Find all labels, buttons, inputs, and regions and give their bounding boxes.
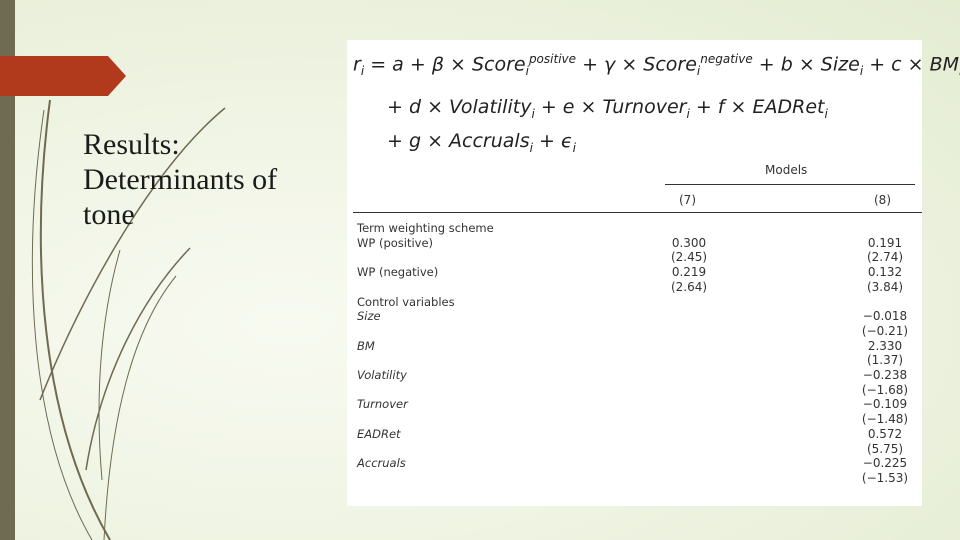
row-label: Size xyxy=(357,309,381,324)
row-label: Accruals xyxy=(357,456,406,471)
row-label: WP (positive) xyxy=(357,235,434,250)
cell-model-8: 0.132 xyxy=(867,265,903,280)
row-label: WP (negative) xyxy=(357,265,439,280)
equation-line-2: + d × Volatility$_i$ + e × Turnover$_i$ + f × EADRet$_i$ xyxy=(387,96,828,121)
cell-model-8: 0.572 xyxy=(867,426,903,441)
header-rule xyxy=(353,212,922,213)
cell-model-8: (−0.21) xyxy=(861,323,909,338)
decorative-swoosh-lines xyxy=(0,0,330,540)
column-header-8: (8) xyxy=(874,193,891,207)
cell-model-7: (2.64) xyxy=(670,279,708,294)
models-rule xyxy=(665,184,915,185)
row-label: Term weighting scheme xyxy=(357,221,494,235)
title-line-2: Determinants of xyxy=(83,163,278,196)
models-header: Models xyxy=(765,163,808,177)
row-label: Turnover xyxy=(357,397,408,412)
regression-table-image xyxy=(347,40,960,506)
cell-model-8: (3.84) xyxy=(866,279,904,294)
cell-model-8: −0.225 xyxy=(862,456,908,471)
cell-model-8: −0.018 xyxy=(862,309,908,324)
equation-line-1: $r_i = a + \beta$ × Score$_i^{positive}$ + γ × Score$_i^{negative}$ + b × Size$_i$ + c × BM xyxy=(353,52,960,79)
cell-model-8: (−1.48) xyxy=(861,412,909,427)
cell-model-8: (−1.68) xyxy=(861,382,909,397)
row-label: EADRet xyxy=(357,426,401,441)
cell-model-8: −0.109 xyxy=(862,397,908,412)
row-label: Control variables xyxy=(357,294,455,309)
cell-model-7: 0.219 xyxy=(671,265,707,280)
slide-title xyxy=(83,127,333,232)
cell-model-8: (−1.53) xyxy=(861,470,909,485)
title-line-1: Results: xyxy=(83,128,180,161)
cell-model-8: −0.238 xyxy=(862,368,908,382)
cell-model-8: (1.37) xyxy=(866,353,904,368)
cell-model-7: (2.45) xyxy=(670,250,708,265)
cell-model-8: 0.191 xyxy=(867,235,903,250)
cell-model-8: (2.74) xyxy=(866,250,904,265)
cell-model-8: 2.330 xyxy=(867,338,903,353)
cell-model-7: 0.300 xyxy=(671,235,707,250)
row-label: Volatility xyxy=(357,368,407,382)
equation-line-3: + g × Accruals$_i$ + $\epsilon_i$ xyxy=(387,130,576,155)
cell-model-8: (5.75) xyxy=(866,441,904,456)
column-header-7: (7) xyxy=(679,193,696,207)
row-label: BM xyxy=(357,338,375,353)
title-line-3: tone xyxy=(83,198,135,231)
